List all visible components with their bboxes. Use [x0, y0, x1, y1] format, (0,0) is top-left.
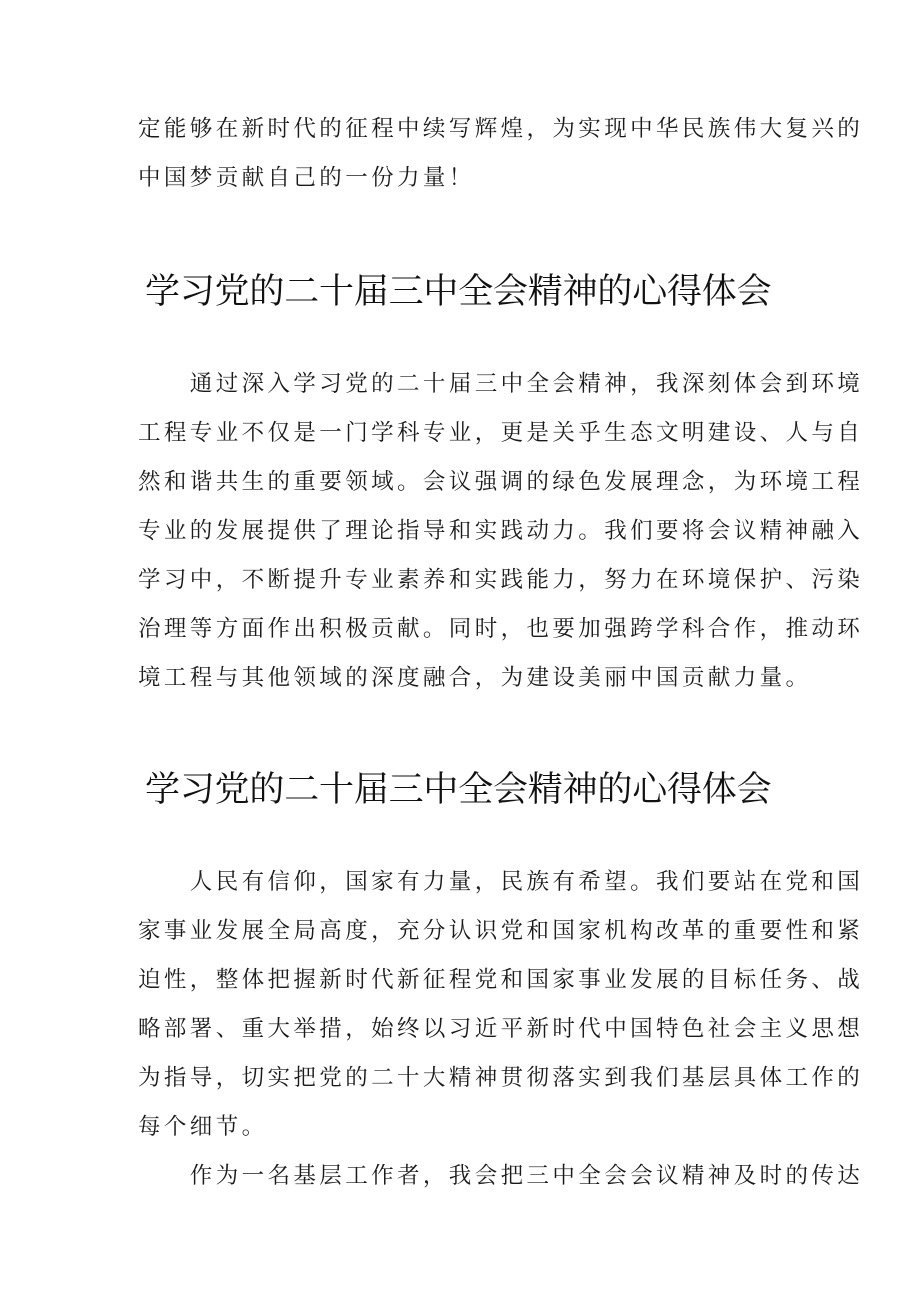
section-2-line-4: 略部署、重大举措，始终以习近平新时代中国特色社会主义思想 — [138, 1016, 864, 1042]
section-1-line-3: 然和谐共生的重要领域。会议强调的绿色发展理念，为环境工程 — [138, 469, 864, 495]
section-2-line-1: 人民有信仰，国家有力量，民族有希望。我们要站在党和国 — [138, 869, 864, 895]
section-1-line-1: 通过深入学习党的二十届三中全会精神，我深刻体会到环境 — [138, 371, 864, 397]
section-1-line-7: 境工程与其他领域的深度融合，为建设美丽中国贡献力量。 — [138, 665, 812, 691]
intro-line-2: 中国梦贡献自己的一份力量！ — [138, 165, 475, 191]
section-2-line-7: 作为一名基层工作者，我会把三中全会会议精神及时的传达 — [138, 1163, 864, 1189]
section-2-line-6: 每个细节。 — [138, 1114, 268, 1140]
section-1-line-4: 专业的发展提供了理论指导和实践动力。我们要将会议精神融入 — [138, 518, 864, 544]
section-2-line-2: 家事业发展全局高度，充分认识党和国家机构改革的重要性和紧 — [138, 918, 864, 944]
section-1-line-6: 治理等方面作出积极贡献。同时，也要加强跨学科合作，推动环 — [138, 616, 864, 642]
section-1-line-2: 工程专业不仅是一门学科专业，更是关乎生态文明建设、人与自 — [138, 420, 864, 446]
section-1-title: 学习党的二十届三中全会精神的心得体会 — [145, 272, 772, 312]
section-2-line-5: 为指导，切实把党的二十大精神贯彻落实到我们基层具体工作的 — [138, 1065, 864, 1091]
section-2-title: 学习党的二十届三中全会精神的心得体会 — [145, 770, 772, 810]
section-1-line-5: 学习中，不断提升专业素养和实践能力，努力在环境保护、污染 — [138, 567, 864, 593]
intro-line-1: 定能够在新时代的征程中续写辉煌，为实现中华民族伟大复兴的 — [138, 116, 864, 142]
section-2-line-3: 迫性，整体把握新时代新征程党和国家事业发展的目标任务、战 — [138, 967, 864, 993]
